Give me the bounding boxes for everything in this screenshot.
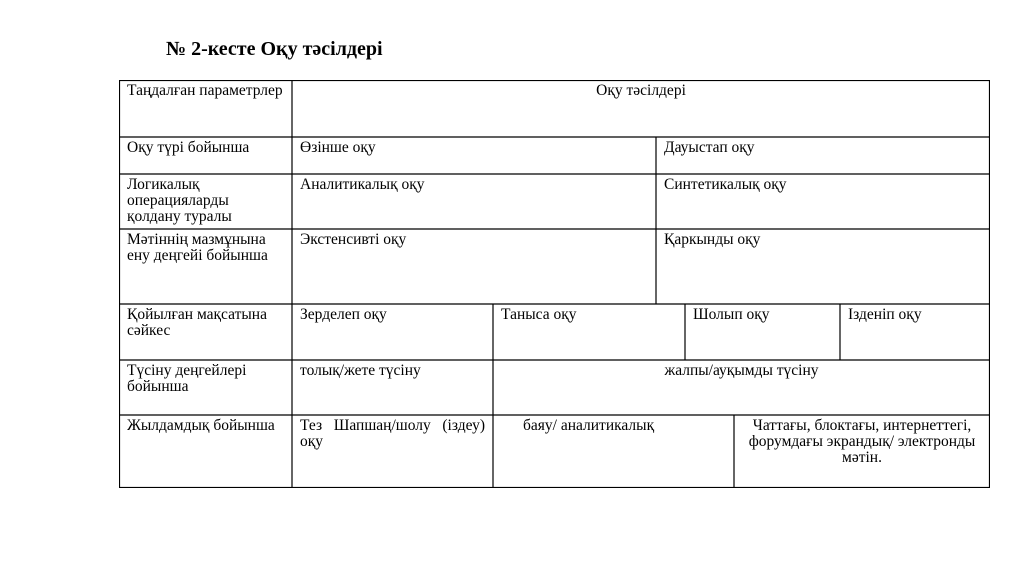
row-depth-cell: Қаркынды оқу: [664, 231, 761, 248]
row-purpose-cell: Зерделеп оқу: [300, 306, 387, 323]
row-speed-cell: Тез Шапшаң/шолу (іздеу) оқу: [300, 417, 485, 450]
row-understanding-param: Түсіну деңгейлері бойынша: [127, 362, 247, 395]
row-reading-type-cell: Дауыстап оқу: [664, 139, 755, 156]
row-speed-param: Жылдамдық бойынша: [127, 417, 275, 434]
row-reading-type-cell: Өзінше оқу: [300, 139, 376, 156]
row-purpose-cell: Таныса оқу: [501, 306, 577, 323]
row-purpose-param: Қойылған мақсатына сәйкес: [127, 306, 267, 339]
reading-methods-table: [119, 80, 990, 488]
header-param-cell: Таңдалған параметрлер: [127, 82, 283, 99]
row-logical-ops-cell: Аналитикалық оқу: [300, 176, 425, 193]
row-purpose-cell: Шолып оқу: [693, 306, 770, 323]
row-logical-ops-param: Логикалық операцияларды қолдану туралы: [127, 176, 232, 225]
table-title: № 2-кесте Оқу тәсілдері: [166, 38, 383, 60]
row-purpose-cell: Ізденіп оқу: [848, 306, 922, 323]
row-speed-cell: Чаттағы, блоктағы, интернеттегі, форумдағы экрандық/ электронды мәтін.: [748, 417, 976, 466]
row-logical-ops-cell: Синтетикалық оқу: [664, 176, 787, 193]
row-reading-type-param: Оқу түрі бойынша: [127, 139, 250, 156]
row-depth-cell: Экстенсивті оқу: [300, 231, 407, 248]
row-speed-cell: баяу/ аналитикалық: [523, 417, 655, 434]
row-understanding-cell: толық/жете түсіну: [300, 362, 421, 379]
row-understanding-cell: жалпы/ауқымды түсіну: [664, 362, 819, 379]
row-depth-param: Мәтіннің мазмұнына ену деңгейі бойынша: [127, 231, 268, 264]
header-methods-cell: Оқу тәсілдері: [596, 82, 686, 99]
